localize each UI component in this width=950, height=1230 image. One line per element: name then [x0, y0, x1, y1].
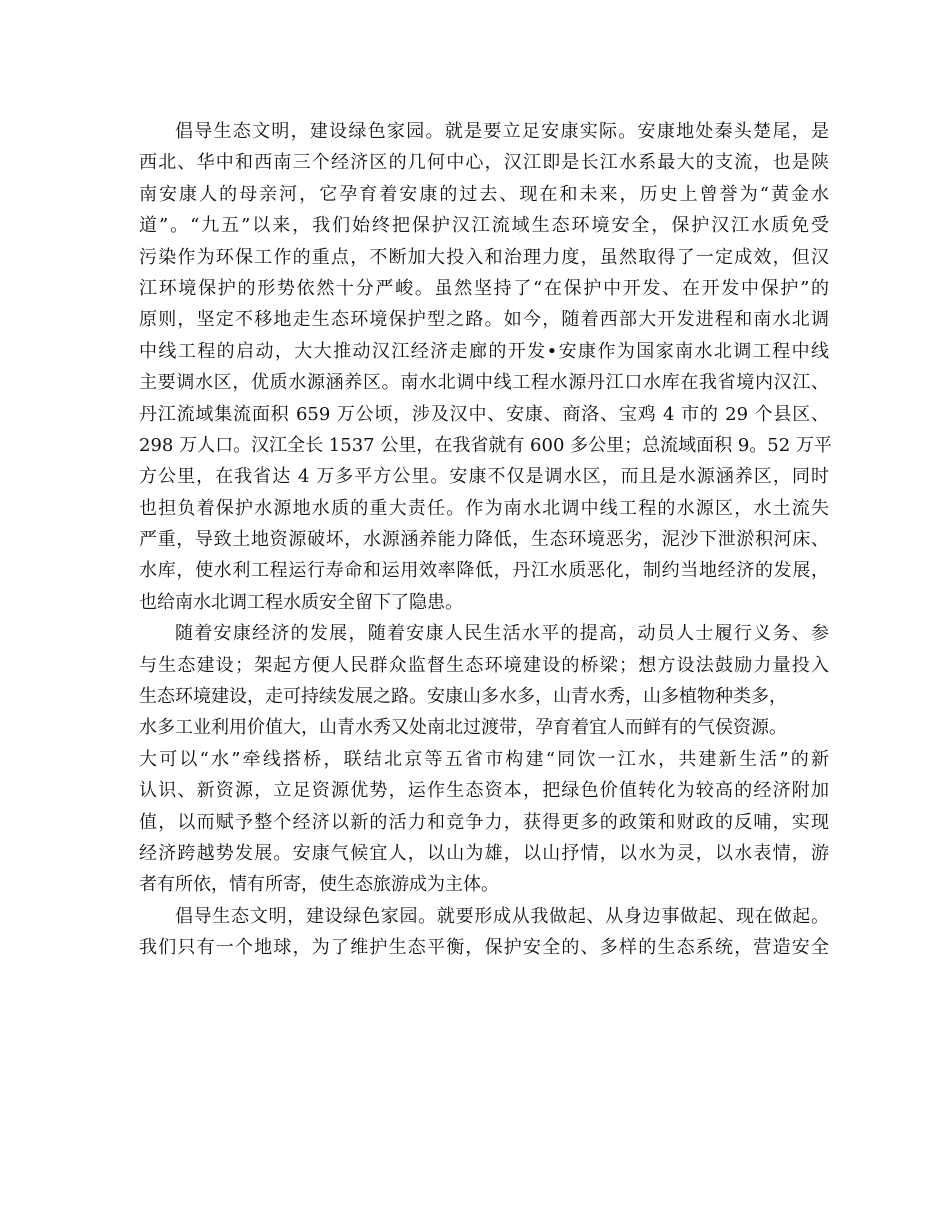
- text-line: 值，以而赋予整个经济以新的活力和竞争力，获得更多的政策和财政的反哺，实现: [139, 811, 829, 833]
- text-line: 经济跨越势发展。安康气候宜人，以山为雄，以山抒情，以水为灵，以水表情，游: [139, 842, 829, 864]
- paragraph-3: [139, 901, 829, 964]
- text-line: 298 万人口。汉江全长 1537 公里，在我省就有 600 多公里；总流域面积 9。52 万平: [139, 434, 832, 456]
- text-line: 南安康人的母亲河，它孕育着安康的过去、现在和未来，历史上曾誉为“黄金水: [139, 183, 829, 205]
- text-line: 严重，导致土地资源破坏，水源涵养能力降低，生态环境恶劣，泥沙下泄淤积河床、: [139, 529, 829, 551]
- text-line: 水多工业利用价值大，山青水秀又处南北过渡带，孕育着宜人而鲜有的气侯资源。: [139, 717, 787, 739]
- paragraph-1: [139, 116, 832, 618]
- text-line: 也给南水北调工程水质安全留下了隐患。: [139, 591, 463, 613]
- text-line: 丹江流域集流面积 659 万公顷，涉及汉中、安康、商洛、宝鸡 4 市的 29 个县区、: [139, 403, 829, 425]
- text-line: 方公里，在我省达 4 万多平方公里。安康不仅是调水区，而且是水源涵养区，同时: [139, 466, 829, 488]
- text-line: 西北、华中和西南三个经济区的几何中心，汉江即是长江水系最大的支流，也是陕: [139, 152, 829, 174]
- text-line: 道”。“九五”以来，我们始终把保护汉江流域生态环境安全，保护汉江水质免受: [139, 215, 829, 237]
- text-line: 与生态建设；架起方便人民群众监督生态环境建设的桥梁；想方设法鼓励力量投入: [139, 654, 829, 676]
- text-line: 者有所依，情有所寄，使生态旅游成为主体。: [139, 874, 499, 896]
- text-line: 倡导生态文明，建设绿色家园。就是要立足安康实际。安康地处秦头楚尾，是: [175, 121, 829, 142]
- text-line: 污染作为环保工作的重点，不断加大投入和治理力度，虽然取得了一定成效，但汉: [139, 246, 829, 268]
- text-line: 认识、新资源，立足资源优势，运作生态资本，把绿色价值转化为较高的经济附加: [139, 780, 829, 802]
- document-body: [139, 116, 832, 964]
- text-line: 原则，坚定不移地走生态环境保护型之路。如今，随着西部大开发进程和南水北调: [139, 309, 829, 331]
- paragraph-2: [139, 618, 829, 901]
- text-line: 水库，使水利工程运行寿命和运用效率降低，丹江水质恶化，制约当地经济的发展，: [139, 560, 829, 582]
- text-line: 中线工程的启动，大大推动汉江经济走廊的开发•安康作为国家南水北调工程中线: [139, 340, 829, 362]
- text-line: 主要调水区，优质水源涵养区。南水北调中线工程水源丹江口水库在我省境内汉江、: [139, 372, 829, 394]
- text-line: 随着安康经济的发展，随着安康人民生活水平的提高，动员人士履行义务、参: [175, 623, 829, 645]
- text-line: 也担负着保护水源地水质的重大责任。作为南水北调中线工程的水源区，水土流失: [139, 497, 829, 519]
- text-line: 生态环境建设，走可持续发展之路。安康山多水多，山青水秀，山多植物种类多，: [139, 686, 787, 708]
- text-line: 大可以“水”牵线搭桥，联结北京等五省市构建“同饮一江水，共建新生活”的新: [139, 748, 829, 770]
- text-line: 江环境保护的形势依然十分严峻。虽然坚持了“在保护中开发、在开发中保护”的: [139, 277, 829, 299]
- text-line: 倡导生态文明，建设绿色家园。就要形成从我做起、从身边事做起、现在做起。: [175, 905, 829, 927]
- text-line: 我们只有一个地球，为了维护生态平衡，保护安全的、多样的生态系统，营造安全: [139, 937, 829, 959]
